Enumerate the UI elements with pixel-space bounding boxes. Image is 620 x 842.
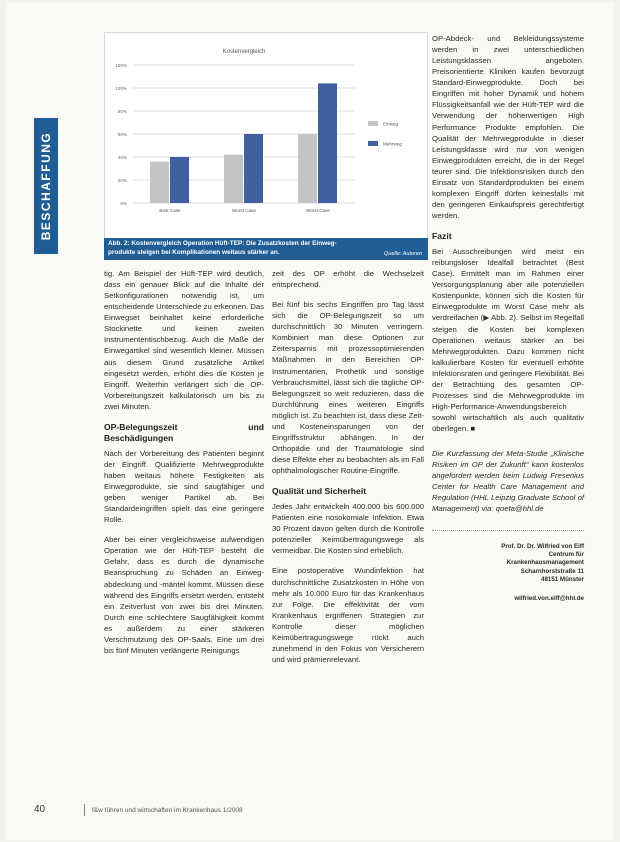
caption-text: Abb. 2: Kostenvergleich Operation Hüft-TEP: Die Zusatzkosten der Einwegprodukte steigen bei Komplikationen weitaus stärker an. (108, 240, 337, 256)
legend-swatch (368, 121, 378, 126)
legend-label: Mehrweg (383, 141, 402, 147)
author-name: Prof. Dr. Dr. Wilfried von Eiff (501, 542, 584, 550)
bar-einweg (224, 155, 243, 203)
article-column-2 (272, 268, 424, 665)
bar-mehrweg (244, 134, 263, 203)
article-column-1 (104, 268, 264, 656)
section-heading: Qualität und Sicherheit (272, 486, 367, 497)
bar-chart (105, 33, 427, 239)
page-number: 40 (34, 804, 46, 815)
bar-mehrweg (170, 157, 189, 203)
y-tick-label: 60% (117, 132, 127, 137)
y-tick-label: 20% (117, 178, 127, 183)
x-tick-label: Best Case (159, 208, 181, 213)
publication-source: f&w führen und wirtschaften im Krankenhaus 1/2008 (92, 807, 243, 814)
page-footer (34, 804, 594, 818)
paragraph: Bei Ausschreibungen wird meist ein reibungsloser Idealfall betrachtet (Best Case). Ermittelt man im Rahmen einer Versorgungsplanung aber alle potenziellen Kostenpunkte, können sich die Kosten für Einwegprodukte im Worst Case mehr als verdreifachen (▶ Abb. 2). Selbst im Regelfall steigen die Kosten bei komplexen Operationen weitaus stärker an bei Mehrwegprodukten. Dazu kommen nicht kalkulierbare Kosten für eventuell erhöhte Infektionsraten und geringere Flexibilität. Bei der Betrachtung des gesamten OP-Prozesses sind die Mehrwegprodukte im High-Performance-Anwendungsbereich sowohl wirtschaftlich als auch qualitativ überlegen. ■ (432, 247, 584, 434)
divider (432, 529, 584, 531)
author-address-line: Centrum für (548, 550, 584, 558)
y-tick-label: 40% (117, 155, 127, 160)
figure-caption (104, 238, 428, 260)
section-tab-label: BESCHAFFUNG (39, 131, 53, 241)
paragraph: Nach der Vorbereitung des Patienten beginnt der Eingriff. Qualifizierte Mehrwegprodukte haben weitaus höhere Festigkeiten als Einwegprodukte, sie sind saugfähiger und geben weniger Partikel ab. Bei Standardeingriffen spielt das eine geringere Rolle. (104, 448, 264, 525)
section-tab (34, 118, 58, 254)
author-address-line: 48151 Münster (541, 576, 584, 584)
legend-swatch (368, 141, 378, 146)
paragraph: Jedes Jahr entwickeln 400.000 bis 600.000 Patienten eine nosokomiale Infektion. Etwa 30 Prozent davon gelten durch die Kontrolle potenzieller Keimübertragungswege als vermeidbar. Die Kosten sind erheblich. (272, 502, 424, 556)
author-block (432, 543, 584, 603)
caption-source: Quelle: Autoren (383, 251, 422, 257)
bar-einweg (298, 134, 317, 203)
study-note: Die Kurzfassung der Meta-Studie „Klinische Risiken im OP der Zukunft“ kann kostenlos angefordert werden beim Ludwig Fresenius Center for Health Care Management and Regulation (HHL Leipzig Graduate School of Management) via: qoeta@hhl.de (432, 449, 584, 514)
author-address-line: Scharnhorststraße 11 (520, 567, 584, 575)
author-email: wilfried.von.eiff@hhl.de (514, 594, 584, 602)
x-tick-label: Worst Case (232, 208, 256, 213)
y-tick-label: 100% (115, 86, 127, 91)
author-address-line: Krankenhausmanagement (506, 559, 584, 567)
paragraph: Aber bei einer vergleichsweise aufwendigen Operation wie der Hüft-TEP besteht die Gefahr, dass es durch die dynamische Beanspruchung zu Schäden an Einwegabdeckung und -mäntel kommt. Müssen diese während des Eingriffs ersetzt werden, entsteht ein Zeitverlust von zwei bis drei Minuten. Durch eine schlechtere Saugfähigkeit kommt es außerdem zu einer stärkeren Verschmutzung des OP-Saals. Eine um drei bis fünf Minuten verlängerte Reinigungs (104, 535, 264, 655)
paragraph: OP-Abdeck- und Bekleidungssysteme werden in zwei unterschiedlichen Leistungsklassen angeboten. Preisorientierte Kliniken kaufen bevorzugt Standard-Einwegprodukte. Doch bei Eingriffen mit hoher Dynamik und hohem Flüssigkeitsanfall wie der Hüft-TEP wird die Verwendung der höherwertigen High Performance Produkte empfohlen. Die Qualität der Mehrwegprodukte in dieser Leistungsklasse wird nur von wenigen Einwegprodukten erreicht, die in der Regel teurer sind. Die Infektionsrisiken durch den Einsatz von Standardprodukten bei einem komplexen Eingriff dürfen keinesfalls mit den geringeren Einkaufspreis gerechtfertigt werden. (432, 34, 584, 220)
paragraph: tig. Am Beispiel der Hüft-TEP wird deutlich, dass ein genauer Blick auf die Inhalte der Setkonfigurationen notwendig ist, um entscheidende Unterschiede zu erkennen. Das Einwegset beinhaltet keine erforderliche Stockinette und keinen zweiten Instrumententischbezug. Auch die Maße der Einwegartikel sind wesentlich kleiner. Müssen aus diesem Grund zusätzliche Artikel eingesetzt werden, erhöht dies die Kosten je Eingriff. Weiterhin verlängert sich die OP-Vorbereitungszeit kalkulatorisch um bis zu zwei Minuten. (104, 269, 264, 411)
bar-einweg (150, 162, 169, 203)
x-tick-label: Worst Case (306, 208, 330, 213)
y-tick-label: 120% (115, 63, 127, 68)
legend-label: Einweg (383, 121, 399, 127)
footer-divider (84, 804, 85, 816)
figure-chart (104, 32, 428, 240)
paragraph: zeit des OP erhöht die Wechselzeit entsprechend. (272, 269, 424, 290)
bar-mehrweg (318, 83, 337, 203)
y-tick-label: 0% (120, 201, 127, 206)
section-heading: Fazit (432, 231, 452, 242)
section-heading: OP-Belegungszeit und Beschädigungen (104, 421, 264, 443)
paragraph: Eine postoperative Wundinfektion hat durchschnittliche Zusatzkosten in Höhe von mehr als 10.000 Euro für das Krankenhaus zur Folge. Die effektivität der vom Krankenhaus ergriffenen Strategien zur Kontrolle dieser möglichen Keimübertragungswege rückt auch zunehmend in den Fokus von Versicherern und wird prämienrelevant. (272, 566, 424, 664)
y-tick-label: 80% (117, 109, 127, 114)
article-column-3 (432, 33, 584, 603)
chart-title: Kostenvergleich (222, 49, 266, 55)
paragraph: Bei fünf bis sechs Eingriffen pro Tag lässt sich die OP-Belegungszeit so um durchschnittlich 30 Minuten verringern. Kombiniert man diese Optionen zur Zeitersparnis mit prozessoptimierenden Maßnahmen in den Bereichen OP-Instrumentarien, Prothetik und sonstige Verbrauchsmittel, lässt sich die tägliche OP-Belegungszeit so weit reduzieren, dass die Durchführung eines weiteren Eingriffs möglich ist. Zu beachten ist, dass diese Zeit- und Kosteneinsparungen von der Eingriffsstruktur abhängen. In der Orthopädie und der Traumatologie sind diese Effekte eher zu beobachten als im Fall ophthalmologischer Routine-Eingriffe. (272, 300, 424, 476)
